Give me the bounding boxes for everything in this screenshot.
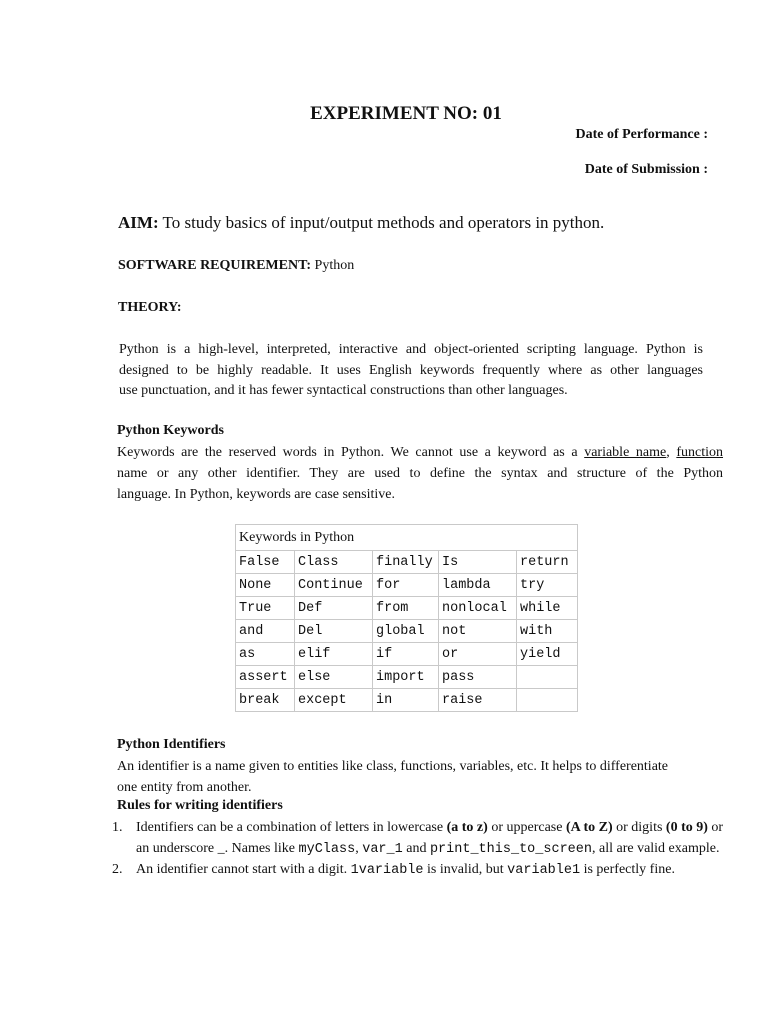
theory-heading: THEORY: [118,300,182,315]
theory-paragraph [119,340,703,402]
keywords-line: name or any other identifier. They are used to define the syntax and structure of the Python [117,466,723,481]
table-row [236,597,578,620]
identifiers-line: An identifier is a name given to entities like class, functions, variables, etc. It helps to differentiate [117,759,669,774]
table-cell: global [373,620,439,643]
keywords-heading: Python Keywords [117,423,224,438]
table-cell: as [236,643,295,666]
keywords-paragraph [117,442,723,505]
table-cell: yield [517,643,578,666]
list-number: 2. [112,862,123,877]
aim-label: AIM: [118,213,159,232]
table-row [236,643,578,666]
code-snippet: print_this_to_screen [429,841,592,857]
rule-text: , all are valid example. [591,840,720,856]
table-cell: Class [295,551,373,574]
table-cell: lambda [439,574,517,597]
software-text: Python [311,258,355,273]
page-title: EXPERIMENT NO: 01 [310,103,502,124]
table-cell: except [295,689,373,712]
table-cell: import [373,666,439,689]
rule-text: is perfectly fine. [580,862,675,877]
software-label: SOFTWARE REQUIREMENT: [118,258,312,273]
aim-section [118,213,604,233]
table-cell: or [439,643,517,666]
rule-text: Identifiers can be a combination of letters in lowercase [136,820,447,835]
rule-text: or an underscore _. Names like [136,820,724,856]
table-cell: for [373,574,439,597]
date-of-submission: Date of Submission : [584,162,708,177]
identifiers-paragraph [117,757,717,798]
table-cell: not [439,620,517,643]
table-cell: while [517,597,578,620]
code-snippet: 1variable [350,863,424,878]
rule-text: An identifier cannot start with a digit. [136,862,351,877]
table-cell: True [236,597,295,620]
code-snippet: var_1 [362,841,403,857]
table-row [236,551,578,574]
table-cell: assert [236,666,295,689]
table-cell: None [236,574,295,597]
aim-text: To study basics of input/output methods and operators in python. [158,213,605,232]
rule-bold: (A to Z) [565,820,613,835]
keywords-text: Keywords are the reserved words in Python. We cannot use a keyword as a [117,445,585,460]
table-cell: try [517,574,578,597]
table-cell [517,689,578,712]
table-cell: return [517,551,578,574]
rules-heading: Rules for writing identifiers [117,798,283,813]
table-cell: Def [295,597,373,620]
list-number: 1. [112,820,123,835]
identifiers-line: one entity from another. [117,779,252,795]
table-cell: nonlocal [439,597,517,620]
keywords-line [117,442,723,463]
code-snippet: myClass [298,841,356,857]
table-cell: False [236,551,295,574]
table-cell: raise [439,689,517,712]
comma-text: , [666,445,677,460]
theory-line: use punctuation, and it has fewer syntactical constructions than other languages. [119,383,568,398]
theory-line: designed to be highly readable. It uses English keywords frequently where as other languages [119,362,703,378]
code-snippet: variable1 [507,863,581,878]
rule-text: and [402,840,430,856]
rule-bold: (a to z) [446,820,488,835]
table-cell: Del [295,620,373,643]
table-row [236,666,578,689]
table-cell [517,666,578,689]
software-requirement [118,258,354,274]
rule-text: is invalid, but [423,862,508,877]
table-row [236,574,578,597]
table-cell: Continue [295,574,373,597]
keywords-table [235,524,578,712]
rules-list [112,818,732,882]
table-cell: with [517,620,578,643]
rule-text: or uppercase [487,820,566,835]
table-cell: finally [373,551,439,574]
table-cell: Is [439,551,517,574]
table-row [236,689,578,712]
variable-name-link[interactable]: variable name [584,445,667,460]
rule-text: or digits [612,820,666,835]
table-cell: and [236,620,295,643]
theory-line: Python is a high-level, interpreted, interactive and object-oriented scripting language. Python is [119,342,703,357]
table-row [236,620,578,643]
table-cell: elif [295,643,373,666]
table-cell: from [373,597,439,620]
table-cell: break [236,689,295,712]
table-cell: in [373,689,439,712]
table-cell: else [295,666,373,689]
rule-bold: (0 to 9) [665,820,708,835]
keywords-table-caption: Keywords in Python [236,525,578,551]
rule-text: , [355,840,363,856]
function-link[interactable]: function [676,445,724,460]
keywords-line: language. In Python, keywords are case sensitive. [117,487,395,502]
list-item [112,818,732,860]
identifiers-heading: Python Identifiers [117,737,226,752]
table-cell: if [373,643,439,666]
date-of-performance: Date of Performance : [575,127,708,142]
list-item [112,860,732,882]
table-cell: pass [439,666,517,689]
